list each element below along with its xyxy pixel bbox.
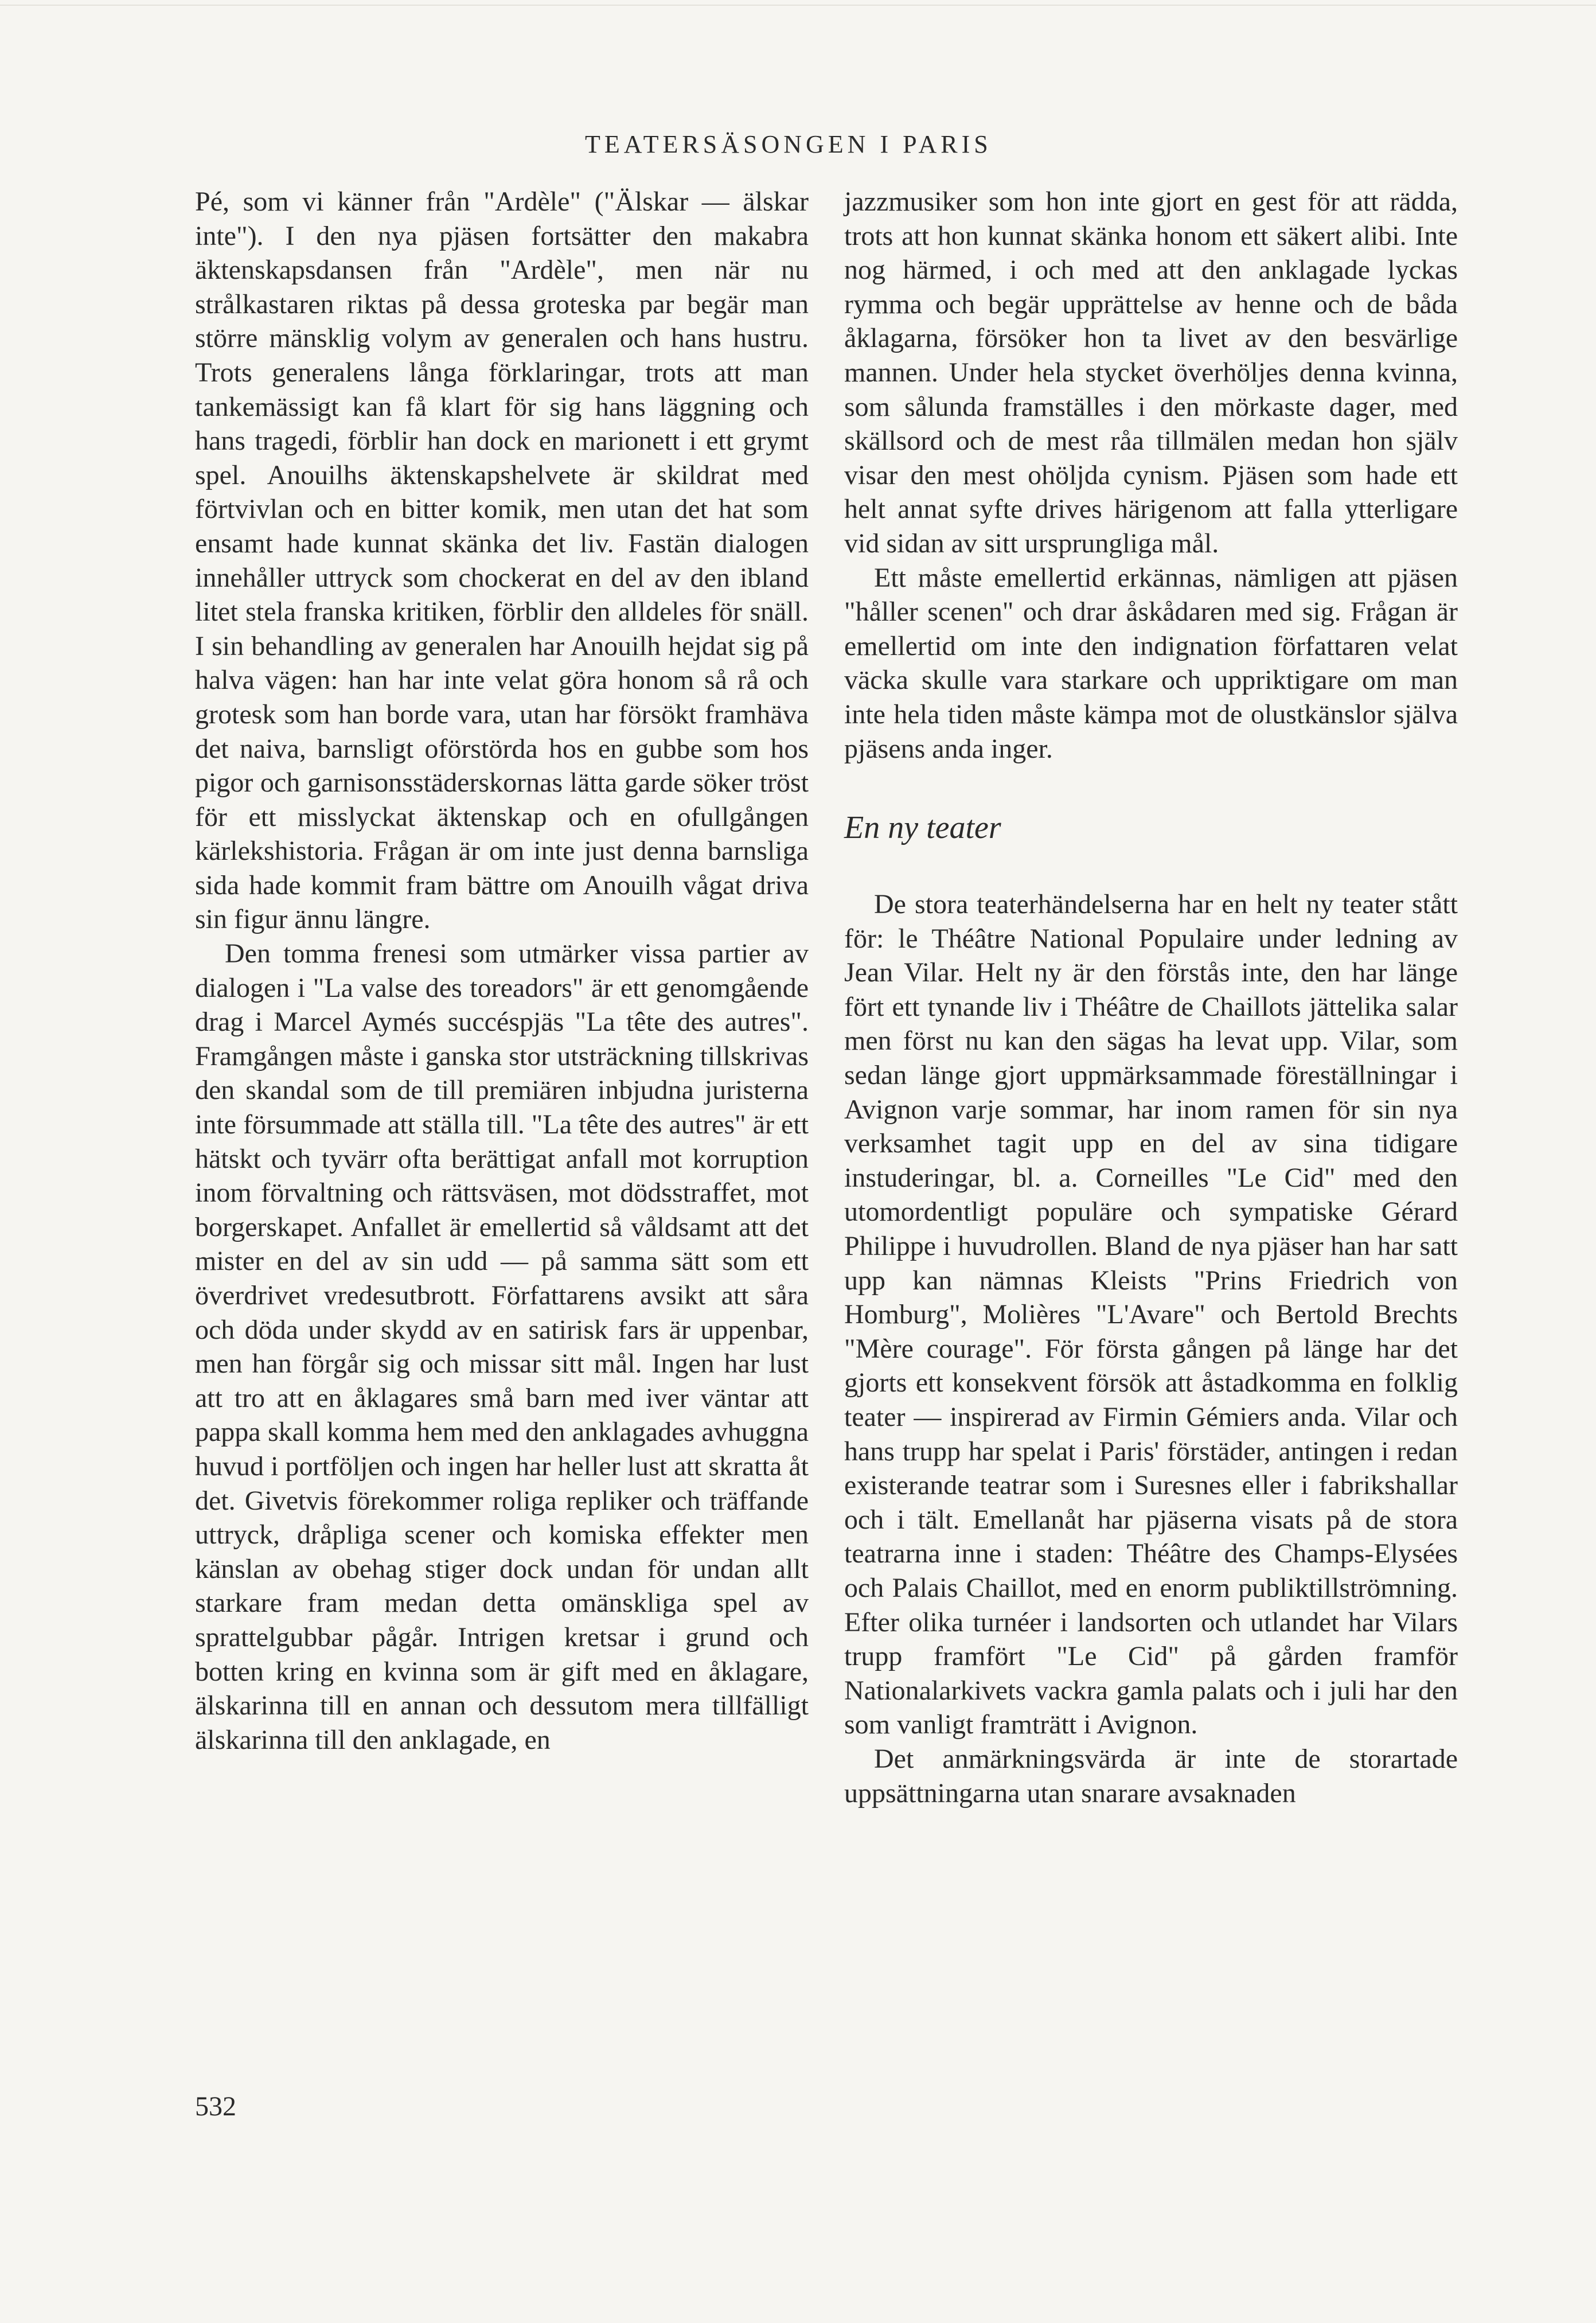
- section-heading: En ny teater: [844, 810, 1001, 846]
- right-column: [844, 185, 1458, 1810]
- page-edge-line: [0, 5, 1596, 6]
- paragraph: Den tomma frenesi som utmärker vissa partier av dialogen i "La valse des toreadors" är ett genomgående drag i Marcel Aymés succéspjäs "La tête des autres". Framgången måste i ganska stor utsträckning tillskrivas den skandal som de till premiären inbjudna juristerna inte försummade att ställa till. "La tête des autres" är ett hätskt och tyvärr ofta berättigat anfall mot korruption inom förvaltning och rättsväsen, mot dödsstraffet, mot borgerskapet. Anfallet är emellertid så våldsamt att det mister en del av sin udd — på samma sätt som ett överdrivet vredesutbrott. Författarens avsikt att såra och döda under skydd av en satirisk fars är uppenbar, men han förgår sig och missar sitt mål. Ingen har lust att tro att en åklagares små barn med iver väntar att pappa skall komma hem med den anklagades avhuggna huvud i portföljen och ingen har heller lust att skratta åt det. Givetvis förekommer roliga repliker och träffande uttryck, dråpliga scener och komiska effekter men känslan av obehag stiger dock undan för undan allt starkare fram medan detta omänskliga spel av sprattelgubbar pågår. Intrigen kretsar i grund och botten kring en kvinna som är gift med en åklagare, älskarinna till en annan och dessutom mera tillfälligt älskarinna till den anklagade, en: [195, 938, 809, 1755]
- paragraph: De stora teaterhändelserna har en helt ny teater stått för: le Théâtre National Populaire under ledning av Jean Vilar. Helt ny är den förstås inte, den har länge fört ett tynande liv i Théâtre de Chaillots jättelika salar men först nu kan den sägas ha levat upp. Vilar, som sedan länge gjort uppmärksammade föreställningar i Avignon varje sommar, har inom ramen för sin nya verksamhet tagit upp en del av sina tidigare instuderingar, bl. a. Corneilles "Le Cid" med den utomordentligt populäre och sympatiske Gérard Philippe i huvudrollen. Bland de nya pjäser han har satt upp kan nämnas Kleists "Prins Friedrich von Homburg", Molières "L'Avare" och Bertold Brechts "Mère courage". För första gången på länge har det gjorts ett konsekvent försök att åstadkomma en folklig teater — inspirerad av Firmin Gémiers anda. Vilar och hans trupp har spelat i Paris' förstäder, antingen i redan existerande teatrar som i Suresnes eller i fabrikshallar och i tält. Emellanåt har pjäserna visats på de stora teatrarna inne i staden: Théâtre des Champs-Elysées och Palais Chaillot, med en enorm publiktillströmning. Efter olika turnéer i landsorten och utlandet har Vilars trupp framfört "Le Cid" på gården framför Nationalarkivets vackra gamla palats och i juli har den som vanligt framträtt i Avignon.: [844, 889, 1458, 1740]
- page-number: 532: [195, 2091, 236, 2122]
- left-column: [195, 185, 809, 1757]
- paragraph: jazzmusiker som hon inte gjort en gest för att rädda, trots att hon kunnat skänka honom ett säkert alibi. Inte nog härmed, i och med att den anklagade lyckas rymma och begär upprättelse av henne och de båda åklagarna, försöker hon ta livet av den besvärlige mannen. Under hela stycket överhöljes denna kvinna, som sålunda framställes i den mörkaste dager, med skällsord och de mest råa tillmälen medan hon själv visar den mest ohöljda cynism. Pjäsen som hade ett helt annat syfte drives härigenom att falla ytterligare vid sidan av sitt ursprungliga mål.: [844, 186, 1458, 559]
- paragraph: Ett måste emellertid erkännas, nämligen att pjäsen "håller scenen" och drar åskådaren med sig. Frågan är emellertid om inte den indignation författaren velat väcka skulle vara starkare och uppriktigare om man inte hela tiden måste kämpa mot de olustkänslor själva pjäsens anda inger.: [844, 562, 1458, 764]
- running-head: TEATERSÄSONGEN I PARIS: [585, 130, 992, 158]
- paragraph: Det anmärkningsvärda är inte de storartade uppsättningarna utan snarare avsaknaden: [844, 1743, 1458, 1808]
- paragraph: Pé, som vi känner från "Ardèle" ("Älskar — älskar inte"). I den nya pjäsen fortsätter den makabra äktenskapsdansen från "Ardèle", men när nu strålkastaren riktas på dessa groteska par begär man större mänsklig volym av generalen och hans hustru. Trots generalens långa förklaringar, trots att man tankemässigt kan få klart för sig hans läggning och hans tragedi, förblir han dock en marionett i ett grymt spel. Anouilhs äktenskapshelvete är skildrat med förtvivlan och en bitter komik, men utan det hat som ensamt hade kunnat skänka det liv. Fastän dialogen innehåller uttryck som chockerat en del av den ibland litet stela franska kritiken, förblir den alldeles för snäll. I sin behandling av generalen har Anouilh hejdat sig på halva vägen: han har inte velat göra honom så rå och grotesk som han borde vara, utan har försökt framhäva det naiva, barnsligt oförstörda hos en gubbe som hos pigor och garnisonsstäderskornas lätta garde söker tröst för ett misslyckat äktenskap och en ofullgången kärlekshistoria. Frågan är om inte just denna barnsliga sida hade kommit fram bättre om Anouilh vågat driva sin figur ännu längre.: [195, 186, 809, 935]
